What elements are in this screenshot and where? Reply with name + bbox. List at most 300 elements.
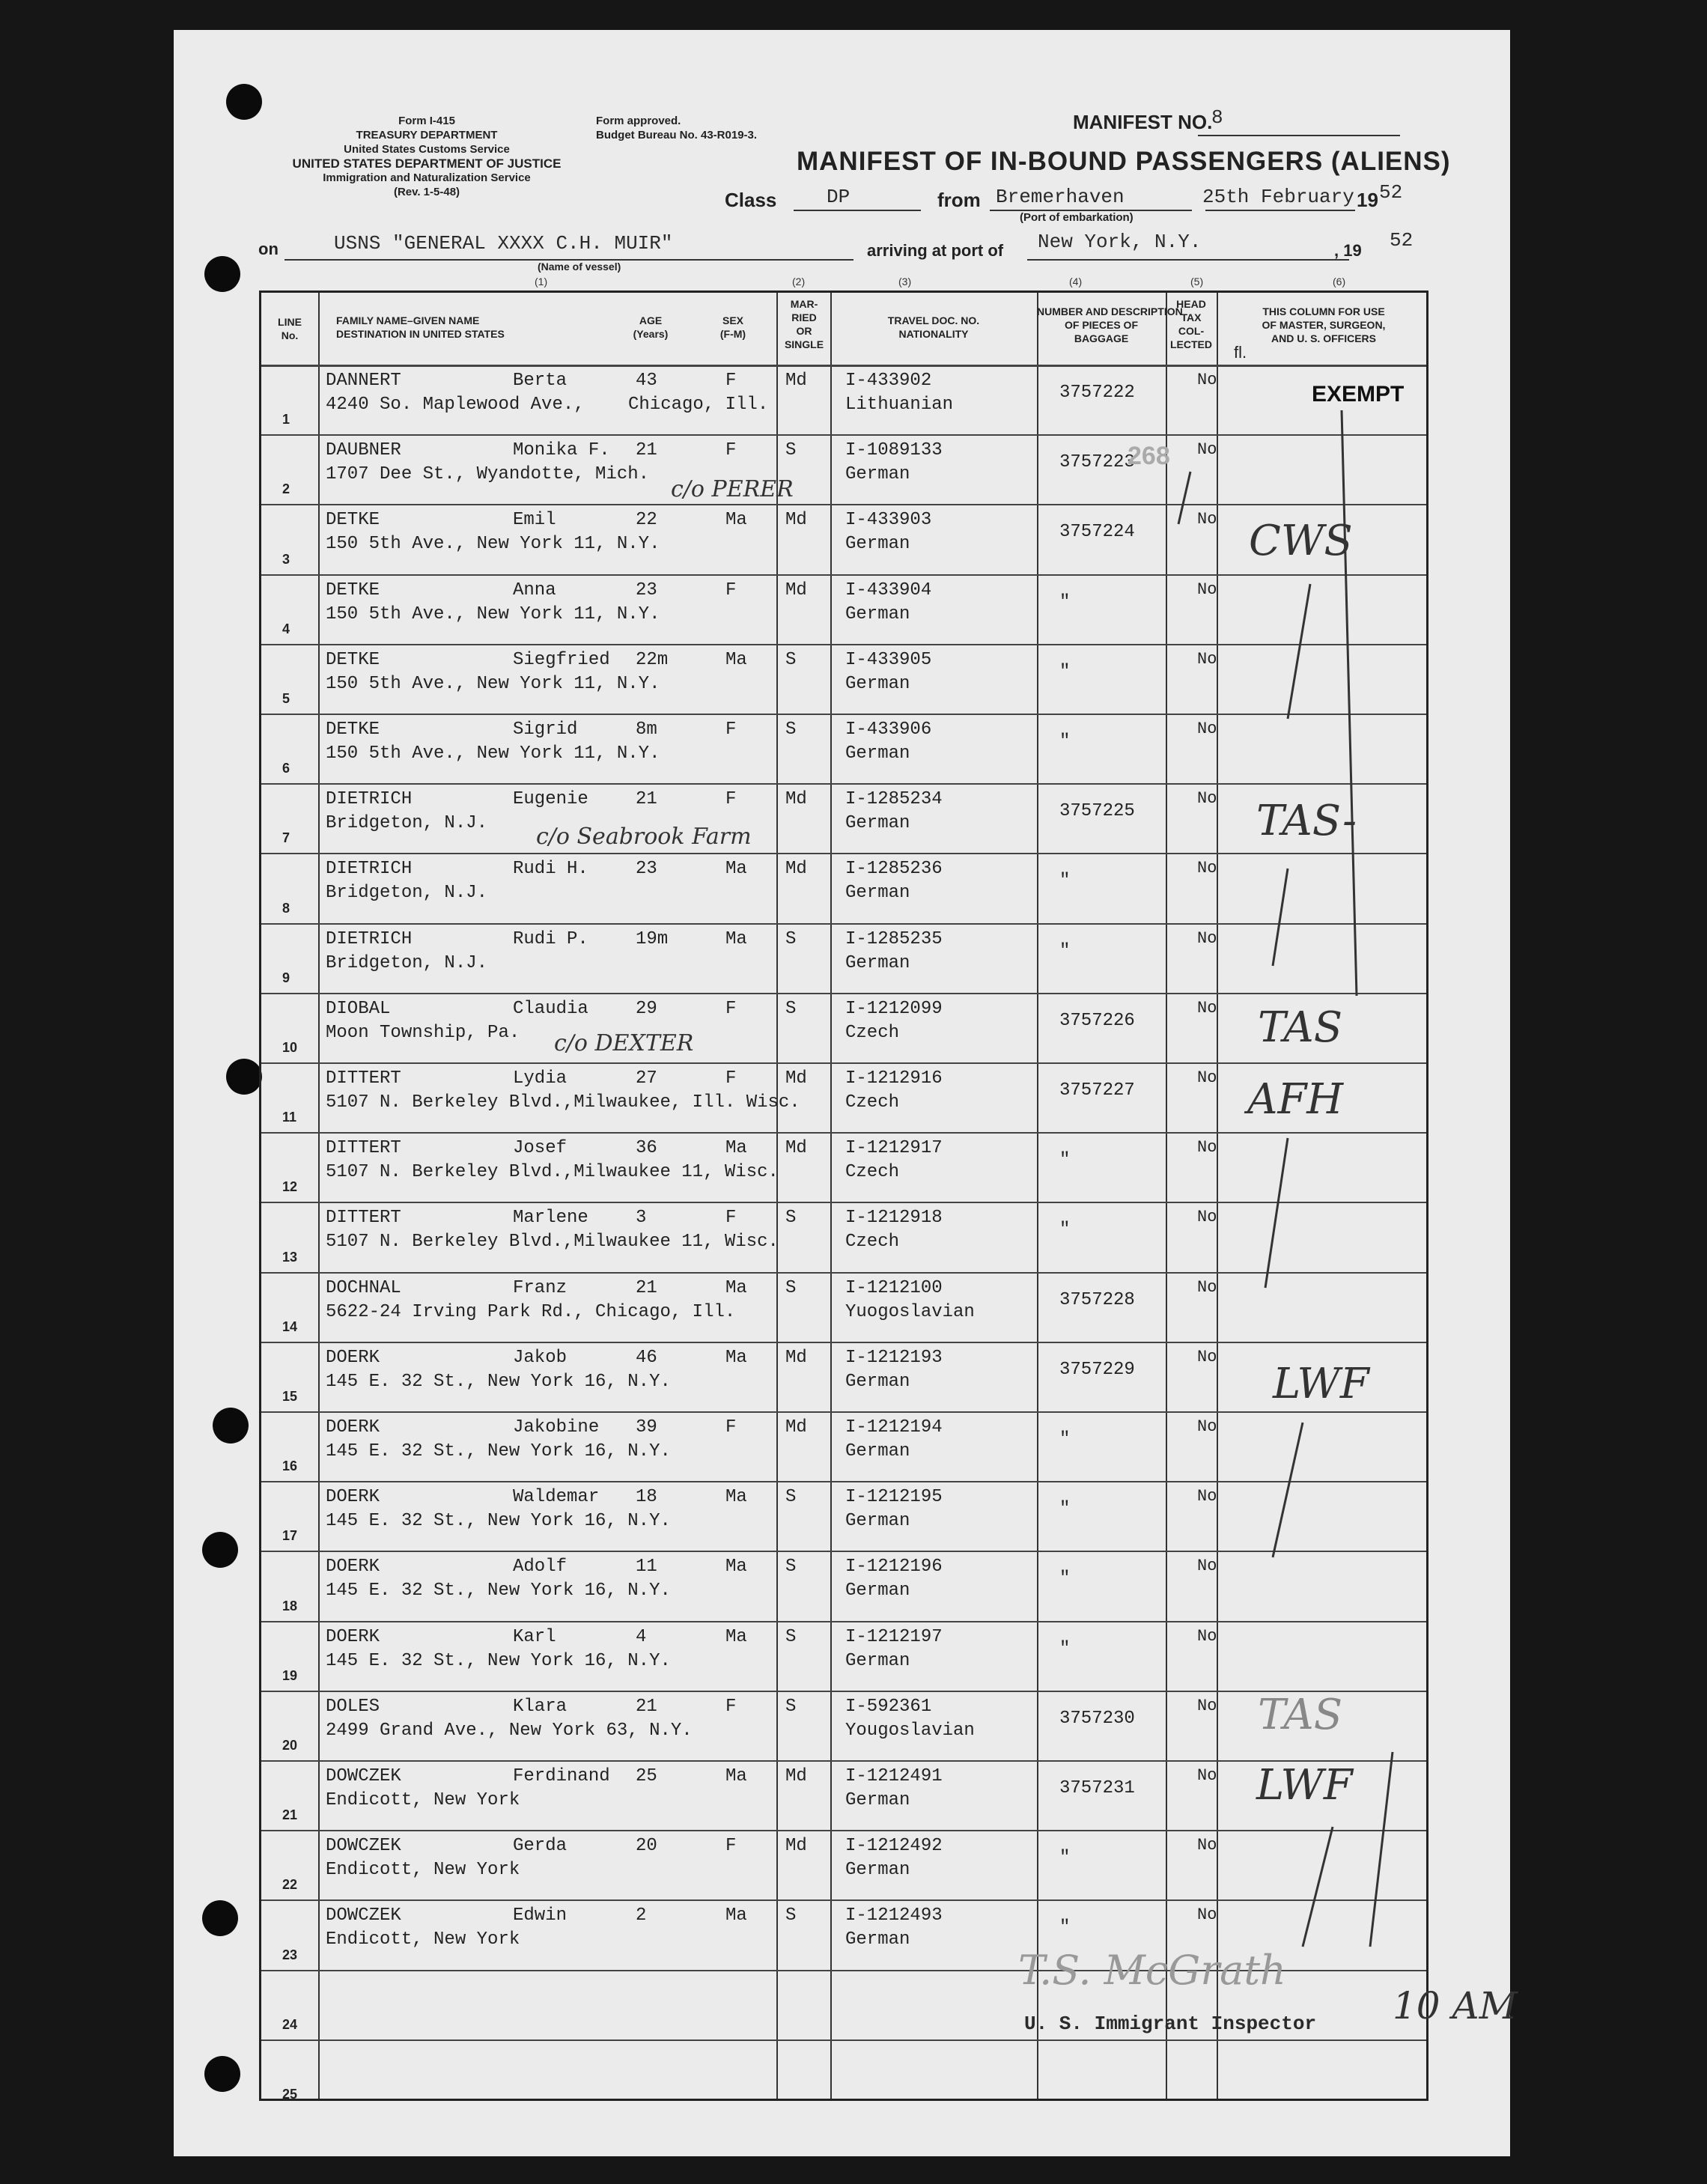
head-tax: No <box>1197 1905 1217 1925</box>
marital-status: S <box>785 1696 797 1717</box>
nationality: Czech <box>845 1092 900 1113</box>
col-number-3: (3) <box>898 276 912 288</box>
given-name: Klara <box>513 1696 568 1717</box>
age: 27 <box>636 1068 657 1089</box>
head-tax: No <box>1197 859 1217 878</box>
col-number-2: (2) <box>792 276 806 288</box>
col-head-married: MAR- RIED OR SINGLE <box>784 298 824 350</box>
destination: 150 5th Ave., New York 11, N.Y. <box>326 743 660 764</box>
sex: Ma <box>725 1277 747 1298</box>
nationality: Yougoslavian <box>845 1720 975 1741</box>
inspector-title: U. S. Immigrant Inspector <box>1024 2013 1317 2035</box>
destination: 150 5th Ave., New York 11, N.Y. <box>326 603 660 624</box>
given-name: Siegfried <box>513 649 610 670</box>
destination: 145 E. 32 St., New York 16, N.Y. <box>326 1581 671 1602</box>
sex: F <box>725 1836 737 1857</box>
table-row <box>261 1551 1426 1620</box>
head-tax: No <box>1197 1557 1217 1576</box>
travel-doc-number: I-1212197 <box>845 1626 943 1647</box>
destination: 5622-24 Irving Park Rd., Chicago, Ill. <box>326 1301 736 1322</box>
nationality: German <box>845 1441 910 1461</box>
handwritten-tas-1: TAS- <box>1256 797 1357 845</box>
age: 25 <box>636 1766 657 1786</box>
table-row <box>261 434 1426 504</box>
travel-doc-number: I-1212195 <box>845 1487 943 1508</box>
baggage: 3757223 <box>1059 452 1135 473</box>
head-tax: No <box>1197 510 1217 529</box>
form-approved: Form approved. <box>596 115 681 127</box>
age: 21 <box>636 440 657 461</box>
marital-status: Md <box>785 371 807 391</box>
vessel-name: USNS "GENERAL XXXX C.H. MUIR" <box>334 232 673 255</box>
col-head-travel: TRAVEL DOC. NO. NATIONALITY <box>887 314 980 340</box>
destination: 4240 So. Maplewood Ave., <box>326 395 585 415</box>
marital-status: Md <box>785 789 807 810</box>
age: 23 <box>636 580 657 600</box>
given-name: Lydia <box>513 1068 568 1089</box>
from-label: from <box>937 189 981 211</box>
head-tax: No <box>1197 580 1217 599</box>
line-number: 2 <box>282 481 290 497</box>
line-number: 21 <box>282 1807 298 1823</box>
given-name: Waldemar <box>513 1487 600 1508</box>
family-name: DITTERT <box>326 1068 401 1089</box>
port-of-embarkation: Bremerhaven <box>996 186 1125 208</box>
marital-status: S <box>785 1208 797 1229</box>
family-name: DAUBNER <box>326 440 401 461</box>
treasury-label: TREASURY DEPARTMENT <box>356 129 498 142</box>
age: 29 <box>636 998 657 1019</box>
destination: 5107 N. Berkeley Blvd.,Milwaukee 11, Wisc. <box>326 1232 779 1253</box>
binder-hole <box>204 2056 240 2092</box>
nationality: German <box>845 1371 910 1392</box>
age: 43 <box>636 371 657 391</box>
sex: F <box>725 1208 737 1229</box>
col-number-6: (6) <box>1333 276 1346 288</box>
line-number: 6 <box>282 761 290 776</box>
head-tax: No <box>1197 1347 1217 1366</box>
destination: Moon Township, Pa. <box>326 1022 520 1043</box>
nationality: German <box>845 673 910 694</box>
arriving-port: New York, N.Y. <box>1038 231 1202 253</box>
form-number: Form I-415 <box>398 115 455 127</box>
baggage: 3757225 <box>1059 801 1135 822</box>
head-tax: No <box>1197 720 1217 738</box>
marital-status: Md <box>785 1766 807 1786</box>
given-name: Gerda <box>513 1836 568 1857</box>
age: 22 <box>636 510 657 531</box>
nationality: German <box>845 743 910 764</box>
rev-label: (Rev. 1-5-48) <box>393 186 460 198</box>
baggage: " <box>1059 1220 1071 1241</box>
sex: Ma <box>725 928 747 949</box>
baggage: 3757228 <box>1059 1289 1135 1310</box>
travel-doc-number: I-433905 <box>845 649 932 670</box>
line-number: 20 <box>282 1737 298 1753</box>
arrival-year-prefix: , 19 <box>1334 241 1362 260</box>
line-number: 11 <box>282 1110 297 1125</box>
col-number-1: (1) <box>535 276 548 288</box>
age: 19m <box>636 928 669 949</box>
nationality: Czech <box>845 1162 900 1183</box>
nationality: German <box>845 1581 910 1602</box>
sex: Ma <box>725 859 747 880</box>
head-tax: No <box>1197 1277 1217 1297</box>
given-name: Josef <box>513 1138 568 1159</box>
table-row <box>261 1272 1426 1342</box>
age: 23 <box>636 859 657 880</box>
head-tax: No <box>1197 1138 1217 1158</box>
sex: F <box>725 1068 737 1089</box>
line-number: 1 <box>282 412 290 428</box>
age: 22m <box>636 649 669 670</box>
table-row <box>261 644 1426 714</box>
given-name: Eugenie <box>513 789 588 810</box>
baggage: 3757224 <box>1059 522 1135 543</box>
sex: F <box>725 440 737 461</box>
nationality: German <box>845 534 910 555</box>
marital-status: S <box>785 1277 797 1298</box>
travel-doc-number: I-1212492 <box>845 1836 943 1857</box>
manifest-title: MANIFEST OF IN-BOUND PASSENGERS (ALIENS) <box>797 147 1451 176</box>
line-number: 3 <box>282 551 290 567</box>
travel-doc-number: I-433902 <box>845 371 932 391</box>
travel-doc-number: I-1212196 <box>845 1557 943 1578</box>
baggage: " <box>1059 940 1071 961</box>
baggage: " <box>1059 871 1071 892</box>
travel-doc-number: I-1285235 <box>845 928 943 949</box>
nationality: Yuogoslavian <box>845 1301 975 1322</box>
line-number: 23 <box>282 1947 298 1962</box>
given-name: Rudi H. <box>513 859 588 880</box>
sex: Ma <box>725 1487 747 1508</box>
sex: Ma <box>725 510 747 531</box>
line-number: 12 <box>282 1179 298 1195</box>
travel-doc-number: I-1212099 <box>845 998 943 1019</box>
travel-doc-number: I-1089133 <box>845 440 943 461</box>
col-number-4: (4) <box>1069 276 1083 288</box>
sex: F <box>725 789 737 810</box>
nationality: Lithuanian <box>845 395 954 415</box>
family-name: DIETRICH <box>326 789 413 810</box>
travel-doc-number: I-1212493 <box>845 1905 943 1926</box>
head-tax: No <box>1197 998 1217 1018</box>
line-number: 19 <box>282 1667 298 1683</box>
customs-label: United States Customs Service <box>344 143 510 156</box>
travel-doc-number: I-1212491 <box>845 1766 943 1786</box>
head-tax: No <box>1197 1696 1217 1715</box>
departure-date: 25th February <box>1202 186 1354 208</box>
given-name: Monika F. <box>513 440 610 461</box>
destination: Endicott, New York <box>326 1790 520 1810</box>
table-row <box>261 1481 1426 1551</box>
nationality: German <box>845 1511 910 1532</box>
table-row <box>261 365 1426 434</box>
sex: Ma <box>725 1138 747 1159</box>
sex: Ma <box>725 1557 747 1578</box>
handwritten-lwf-2: LWF <box>1256 1761 1353 1810</box>
sex: F <box>725 720 737 740</box>
binder-hole <box>213 1408 249 1444</box>
head-tax: No <box>1197 1766 1217 1785</box>
line-number: 10 <box>282 1039 298 1055</box>
given-name: Jakobine <box>513 1417 600 1438</box>
baggage: " <box>1059 1848 1071 1869</box>
given-name: Marlene <box>513 1208 588 1229</box>
binder-hole <box>204 256 240 292</box>
line-number: 16 <box>282 1458 298 1474</box>
col-head-officers: THIS COLUMN FOR USE OF MASTER, SURGEON, AND U. S. OFFICERS <box>1262 305 1386 344</box>
nationality: German <box>845 952 910 973</box>
table-row <box>261 1691 1426 1760</box>
line-number: 24 <box>282 2016 298 2032</box>
baggage: 3757226 <box>1059 1010 1135 1031</box>
sex: Ma <box>725 1626 747 1647</box>
travel-doc-number: I-1212100 <box>845 1277 943 1298</box>
age: 18 <box>636 1487 657 1508</box>
family-name: DOERK <box>326 1626 380 1647</box>
line-number: 14 <box>282 1318 298 1334</box>
budget-number: Budget Bureau No. 43-R019-3. <box>596 129 758 142</box>
destination: 2499 Grand Ave., New York 63, N.Y. <box>326 1720 693 1741</box>
travel-doc-number: I-1285236 <box>845 859 943 880</box>
age: 46 <box>636 1347 657 1368</box>
marital-status: S <box>785 720 797 740</box>
sex: F <box>725 998 737 1019</box>
handwritten-seabrook: c/o Seabrook Farm <box>536 824 752 850</box>
vessel-caption: (Name of vessel) <box>538 261 621 273</box>
fl-note: fl. <box>1234 343 1247 362</box>
table-row <box>261 1411 1426 1481</box>
sex: Ma <box>725 649 747 670</box>
age: 36 <box>636 1138 657 1159</box>
given-name: Claudia <box>513 998 588 1019</box>
destination: 150 5th Ave., New York 11, N.Y. <box>326 673 660 694</box>
baggage: " <box>1059 731 1071 752</box>
marital-status: S <box>785 928 797 949</box>
family-name: DOWCZEK <box>326 1766 401 1786</box>
marital-status: S <box>785 1487 797 1508</box>
age: 3 <box>636 1208 647 1229</box>
head-tax: No <box>1197 440 1217 460</box>
travel-doc-number: I-1212917 <box>845 1138 943 1159</box>
table-row <box>261 1760 1426 1830</box>
port-caption: (Port of embarkation) <box>1020 211 1134 224</box>
given-name: Sigrid <box>513 720 578 740</box>
age: 11 <box>636 1557 657 1578</box>
manifest-no-value: 8 <box>1211 106 1223 129</box>
marital-status: Md <box>785 580 807 600</box>
destination: 150 5th Ave., New York 11, N.Y. <box>326 534 660 555</box>
family-name: DETKE <box>326 510 380 531</box>
col-head-name: FAMILY NAME–GIVEN NAME DESTINATION IN UNITED STATES <box>336 314 505 340</box>
nationality: German <box>845 464 910 485</box>
handwritten-tas-2: TAS <box>1258 1003 1343 1052</box>
family-name: DIOBAL <box>326 998 391 1019</box>
given-name: Rudi P. <box>513 928 588 949</box>
col-head-age: AGE (Years) <box>633 314 669 340</box>
approval-block <box>596 114 776 142</box>
baggage: " <box>1059 1429 1071 1450</box>
travel-doc-number: I-1212918 <box>845 1208 943 1229</box>
given-name: Franz <box>513 1277 568 1298</box>
baggage: " <box>1059 591 1071 612</box>
baggage: " <box>1059 1569 1071 1590</box>
head-tax: No <box>1197 928 1217 948</box>
baggage: 3757222 <box>1059 383 1135 403</box>
binder-hole <box>226 1059 262 1095</box>
destination: Endicott, New York <box>326 1929 520 1950</box>
family-name: DOERK <box>326 1557 380 1578</box>
destination: Endicott, New York <box>326 1860 520 1881</box>
age: 4 <box>636 1626 647 1647</box>
destination: Bridgeton, N.J. <box>326 952 488 973</box>
binder-hole <box>202 1900 238 1936</box>
head-tax: No <box>1197 371 1217 389</box>
line-number: 15 <box>282 1388 298 1404</box>
line-number: 22 <box>282 1877 298 1893</box>
sex: F <box>725 1696 737 1717</box>
marital-status: Md <box>785 1138 807 1159</box>
table-row <box>261 1132 1426 1202</box>
marital-status: S <box>785 1557 797 1578</box>
marital-status: S <box>785 1905 797 1926</box>
baggage: 3757229 <box>1059 1359 1135 1380</box>
marital-status: S <box>785 998 797 1019</box>
marital-status: Md <box>785 1347 807 1368</box>
sex: Ma <box>725 1347 747 1368</box>
arrival-year: 52 <box>1390 229 1414 252</box>
inspector-signature: T.S. McGrath <box>1018 1947 1286 1994</box>
given-name: Anna <box>513 580 556 600</box>
table-row <box>261 853 1426 922</box>
marital-status: S <box>785 649 797 670</box>
head-tax: No <box>1197 1417 1217 1436</box>
line-number: 18 <box>282 1598 298 1613</box>
given-name: Jakob <box>513 1347 568 1368</box>
age: 21 <box>636 1696 657 1717</box>
travel-doc-number: I-1212194 <box>845 1417 943 1438</box>
nationality: German <box>845 813 910 834</box>
given-name: Adolf <box>513 1557 568 1578</box>
given-name: Ferdinand <box>513 1766 610 1786</box>
baggage: " <box>1059 1638 1071 1659</box>
marital-status: S <box>785 440 797 461</box>
destination-city: Chicago, Ill. <box>628 395 769 415</box>
table-row <box>261 1342 1426 1411</box>
age: 21 <box>636 1277 657 1298</box>
arriving-label: arriving at port of <box>867 241 1004 260</box>
head-tax: No <box>1197 1208 1217 1227</box>
destination: Bridgeton, N.J. <box>326 883 488 904</box>
handwritten-cws: CWS <box>1249 517 1353 565</box>
family-name: DOERK <box>326 1417 380 1438</box>
table-row <box>261 783 1426 853</box>
marital-status: Md <box>785 1417 807 1438</box>
handwritten-tas-3: TAS <box>1258 1691 1343 1739</box>
class-label: Class <box>725 189 777 211</box>
manifest-no-label: MANIFEST NO. <box>1073 111 1213 133</box>
family-name: DETKE <box>326 580 380 600</box>
head-tax: No <box>1197 1068 1217 1087</box>
marital-status: Md <box>785 1836 807 1857</box>
travel-doc-number: I-433904 <box>845 580 932 600</box>
marital-status: S <box>785 1626 797 1647</box>
given-name: Emil <box>513 510 556 531</box>
table-row <box>261 1202 1426 1271</box>
family-name: DITTERT <box>326 1208 401 1229</box>
line-number: 8 <box>282 900 290 916</box>
nationality: Czech <box>845 1232 900 1253</box>
class-value: DP <box>827 186 851 208</box>
sex: F <box>725 580 737 600</box>
table-row <box>261 714 1426 783</box>
col-head-line: LINE No. <box>278 316 302 341</box>
head-tax: No <box>1197 1836 1217 1855</box>
line-number: 9 <box>282 970 290 985</box>
handwritten-afh: AFH <box>1247 1075 1344 1124</box>
table-row <box>261 993 1426 1062</box>
table-row <box>261 1621 1426 1691</box>
nationality: German <box>845 883 910 904</box>
sex: Ma <box>725 1766 747 1786</box>
baggage: " <box>1059 1917 1071 1938</box>
travel-doc-number: I-433903 <box>845 510 932 531</box>
handwritten-dexter: c/o DEXTER <box>554 1030 694 1056</box>
handwritten-lwf-1: LWF <box>1273 1360 1369 1408</box>
age: 8m <box>636 720 657 740</box>
line-number: 4 <box>282 621 290 636</box>
head-tax: No <box>1197 1487 1217 1506</box>
col-head-sex: SEX (F-M) <box>719 314 746 340</box>
given-name: Karl <box>513 1626 556 1647</box>
col-number-5: (5) <box>1190 276 1204 288</box>
binder-hole <box>202 1532 238 1568</box>
family-name: DOWCZEK <box>326 1905 401 1926</box>
arrival-time: 10 AM <box>1393 1984 1518 2028</box>
justice-label: UNITED STATES DEPARTMENT OF JUSTICE <box>292 156 562 171</box>
line-number: 5 <box>282 690 290 706</box>
head-tax: No <box>1197 649 1217 669</box>
given-name: Berta <box>513 371 568 391</box>
nationality: Czech <box>845 1022 900 1043</box>
agency-block <box>251 114 603 199</box>
baggage: " <box>1059 661 1071 682</box>
age: 20 <box>636 1836 657 1857</box>
family-name: DETKE <box>326 649 380 670</box>
table-row <box>261 2039 1426 2109</box>
table-row <box>261 574 1426 644</box>
destination: 145 E. 32 St., New York 16, N.Y. <box>326 1441 671 1461</box>
destination: 5107 N. Berkeley Blvd.,Milwaukee, Ill. Wisc. <box>326 1092 800 1113</box>
handwritten-perer: c/o PERER <box>671 476 794 502</box>
line-number: 13 <box>282 1249 298 1265</box>
stamp-268: 268 <box>1128 442 1170 470</box>
line-number: 7 <box>282 830 290 846</box>
exempt-stamp: EXEMPT <box>1312 382 1405 407</box>
destination: Bridgeton, N.J. <box>326 813 488 834</box>
head-tax: No <box>1197 1626 1217 1646</box>
travel-doc-number: I-592361 <box>845 1696 932 1717</box>
family-name: DANNERT <box>326 371 401 391</box>
travel-doc-number: I-1285234 <box>845 789 943 810</box>
sex: Ma <box>725 1905 747 1926</box>
nationality: German <box>845 603 910 624</box>
family-name: DOERK <box>326 1487 380 1508</box>
baggage: " <box>1059 1499 1071 1520</box>
table-row <box>261 1830 1426 1899</box>
age: 39 <box>636 1417 657 1438</box>
